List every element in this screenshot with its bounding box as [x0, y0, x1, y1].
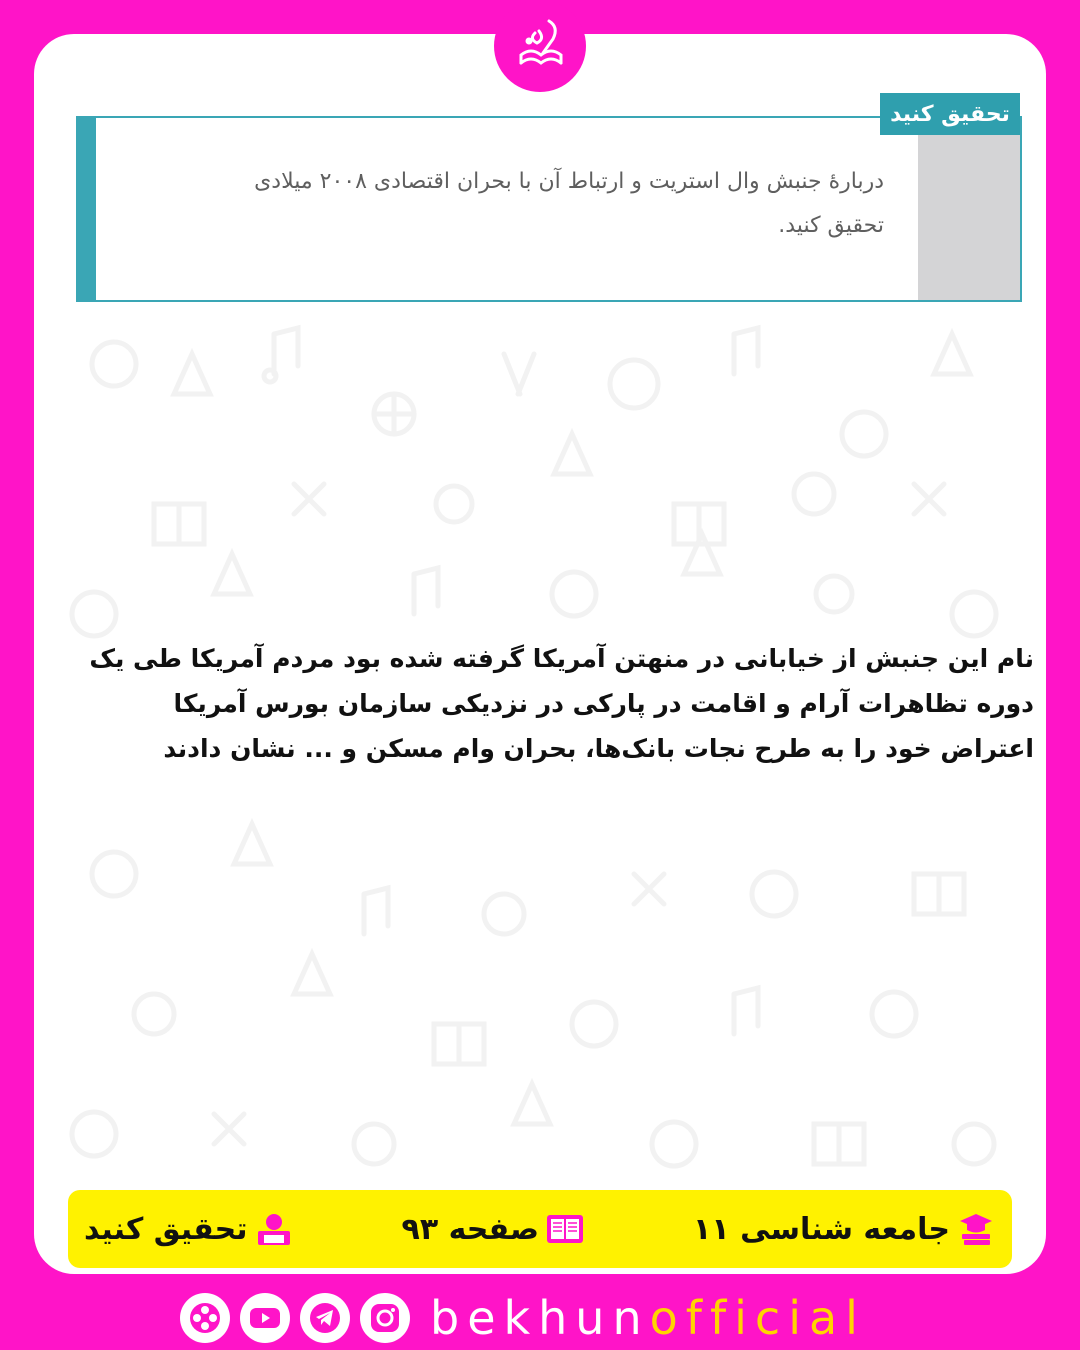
graduation-cap-books-icon [956, 1209, 996, 1249]
answer-text [44, 636, 1034, 771]
textbook-box-right-panel [918, 118, 1020, 300]
answer-line-3: اعتراض خود را به طرح نجات بانک‌ها، بحران وام مسکن و ... نشان دادند [163, 734, 1034, 763]
pen-book-logo-icon [505, 11, 575, 81]
instagram-icon[interactable] [360, 1293, 410, 1343]
telegram-icon[interactable] [300, 1293, 350, 1343]
brand-name-part-1: bekhun [430, 1291, 650, 1345]
info-page [402, 1209, 585, 1249]
textbook-question [164, 160, 884, 248]
open-book-icon [545, 1209, 585, 1249]
answer-line-2: دوره تظاهرات آرام و اقامت در پارکی در نزدیکی سازمان بورس آمریکا [173, 689, 1034, 718]
answer-line-1: نام این جنبش از خیابانی در منهتن آمریکا گرفته شده بود مردم آمریکا طی یک [89, 644, 1034, 673]
textbook-box-left-stripe [78, 118, 96, 300]
info-subject [693, 1209, 996, 1249]
textbook-question-line-2: تحقیق کنید. [778, 213, 884, 238]
teacher-icon [254, 1209, 294, 1249]
info-page-label: صفحه ۹۳ [401, 1211, 539, 1247]
info-section-label: تحقیق کنید [84, 1211, 248, 1247]
textbook-question-line-1: دربارهٔ جنبش وال استریت و ارتباط آن با بحران اقتصادی ۲۰۰۸ میلادی [254, 169, 884, 194]
brand-name[interactable] [430, 1288, 866, 1348]
info-bar [68, 1190, 1012, 1268]
brand-name-part-2: official [649, 1291, 866, 1345]
youtube-icon[interactable] [240, 1293, 290, 1343]
textbook-box-tag: تحقیق کنید [880, 93, 1020, 135]
bekhun-logo [494, 0, 586, 92]
info-subject-label: جامعه شناسی ۱۱ [693, 1211, 950, 1247]
info-section [84, 1209, 293, 1249]
film-reel-icon[interactable] [180, 1293, 230, 1343]
footer-bar [180, 1288, 900, 1348]
